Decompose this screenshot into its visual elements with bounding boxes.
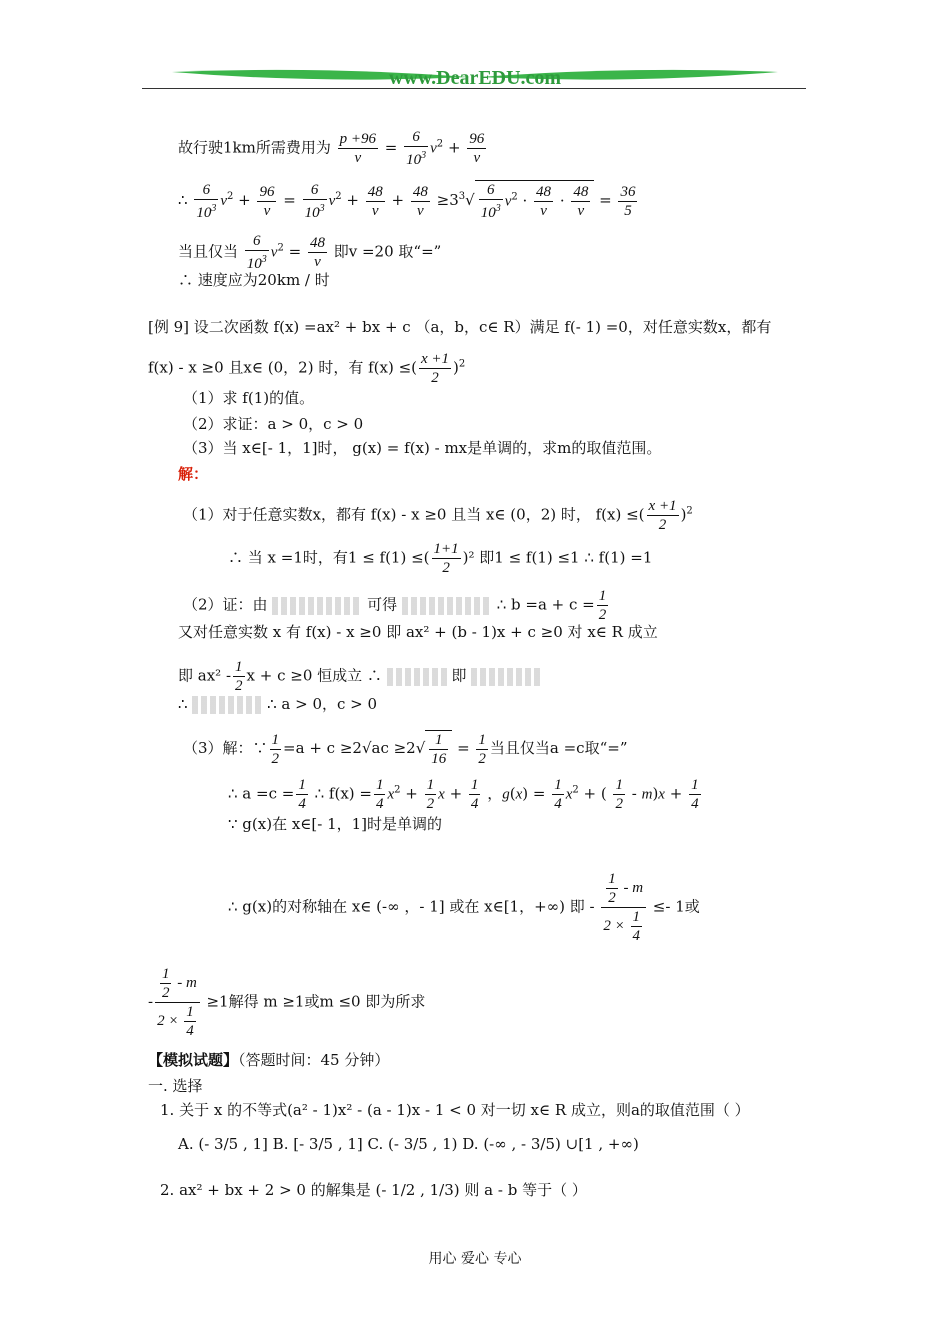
solution-2d: ∴ ∴ a > 0，c > 0 xyxy=(178,695,378,713)
solution-2c: 即 ax² - $\frac{1}{2}$ x + c ≥0 恒成立 ∴ 即 xyxy=(178,658,541,695)
line-equality: 当且仅当 $\frac{6}{10^3}$ $v^2$ = $\frac{48}{v}$ 即v =20 取“=” xyxy=(178,233,442,272)
solution-label: 解： xyxy=(178,465,209,483)
page-footer: 用心 爱心 专心 xyxy=(428,1251,522,1267)
line-inequality: ∴ $\frac{6}{10^3}$ $v^2$ + $\frac{96}{v}$ = $\frac{6}{10^3}$ $v^2$ + $\frac{48}{v}$ + $\frac{48}{v}$ $\ge 3^3√$ $\frac{6}{10^3}$ $v^2$ · $\frac{48}{v}$ · $\frac{48}{v}$ = $\frac{36}{5}$ xyxy=(178,181,636,221)
header-site-text: www.DearEDU.com xyxy=(388,67,562,88)
problem-1-options: A. (- 3/5 , 1] B. [- 3/5 , 1] C. (- 3/5 , 1) D. (-∞ , - 3/5) ∪[1 , +∞) xyxy=(178,1135,639,1153)
solution-2a: （2）证：由 可得 ∴ b =a + c = $\frac{1}{2}$ xyxy=(183,588,607,623)
problem-2: 2. ax² + bx + 2 > 0 的解集是 (- 1/2 , 1/3) 则 a - b 等于（ ） xyxy=(160,1181,587,1199)
section-choice: 一. 选择 xyxy=(148,1077,203,1095)
solution-3b: ∴ a =c = $\frac{1}{4}$ ∴ f(x) = $\frac{1}{4}$ $x^2$ + $\frac{1}{2}$ x + $\frac{1}{4}$ ，g(x) = $\frac{1}{4}$ $x^2$ + ( $\frac{1}{2}$ - m)x + $\frac{1}{4}$ xyxy=(228,777,699,812)
solution-3d: ∴ g(x)的对称轴在 x∈ (-∞ ，- 1] 或在 x∈[1，+∞) 即 - $\frac{1}{2}$ - m 2 × $\frac{1}{4}$ ≤- 1或 xyxy=(228,871,700,944)
mock-title-line: 【模拟试题】（答题时间：45 分钟） xyxy=(148,1051,390,1069)
solution-2b: 又对任意实数 x 有 f(x) - x ≥0 即 ax² + (b - 1)x + c ≥0 对 x∈ R 成立 xyxy=(178,623,658,641)
example-9-b: f(x) - x ≥0 且x∈ (0，2) 时，有 f(x) ≤( $\frac{x +1}{2}$ )$^2$ xyxy=(148,351,466,386)
example-9-a: [例 9] 设二次函数 f(x) =ax² + bx + c （a，b，c∈ R）满足 f(- 1) =0，对任意实数x，都有 xyxy=(148,318,772,336)
question-1: （1）求 f(1)的值。 xyxy=(183,389,315,407)
solution-3c: ∵ g(x)在 x∈[- 1，1]时是单调的 xyxy=(228,815,443,833)
solution-1a: （1）对于任意实数x，都有 f(x) - x ≥0 且当 x∈ (0，2) 时， f(x) ≤( $\frac{x +1}{2}$ )$^2$ xyxy=(183,498,693,533)
header-logo xyxy=(170,64,780,88)
header-rule xyxy=(142,88,806,89)
solution-3e: - $\frac{1}{2}$ - m 2 × $\frac{1}{4}$ ≥1解得 m ≥1或m ≤0 即为所求 xyxy=(148,966,426,1039)
problem-1: 1. 关于 x 的不等式(a² - 1)x² - (a - 1)x - 1 < 0 对一切 x∈ R 成立，则a的取值范围（ ） xyxy=(160,1101,750,1119)
question-3: （3）当 x∈[- 1，1]时， g(x) = f(x) - mx是单调的，求m的取值范围。 xyxy=(183,439,662,457)
question-2: （2）求证：a > 0，c > 0 xyxy=(183,415,364,433)
solution-1b: ∴ 当 x =1时，有1 ≤ f(1) ≤( $\frac{1+1}{2}$ )² 即1 ≤ f(1) ≤1 ∴ f(1) =1 xyxy=(228,541,653,576)
line-speed: ∴ 速度应为20km / 时 xyxy=(178,271,330,289)
line-cost: 故行驶1km所需费用为 $\frac{p +96}{v}$ = $\frac{6}{10^3}$ $v^2$ + $\frac{96}{v}$ xyxy=(178,129,485,168)
solution-3a: （3）解：∵ $\frac{1}{2}$ =a + c ≥2√ac ≥2√ $\frac{1}{16}$ = $\frac{1}{2}$ 当且仅当a =c取“=” xyxy=(183,731,628,767)
